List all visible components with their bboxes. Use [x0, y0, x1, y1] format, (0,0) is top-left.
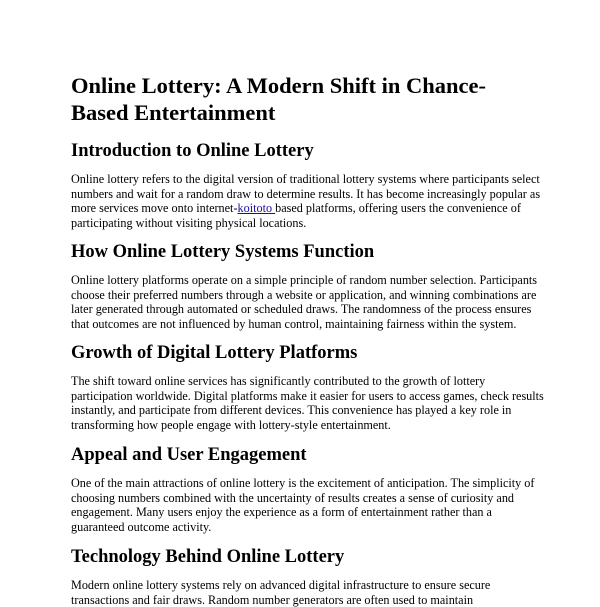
paragraph-line: One of the main attractions of online lottery is the excitement of anticipation. The simplicity of: [71, 476, 535, 490]
paragraph-line: Modern online lottery systems rely on advanced digital infrastructure to ensure secure: [71, 578, 491, 592]
paragraph-line: guaranteed outcome activity.: [71, 519, 212, 534]
paragraph-line: Online lottery platforms operate on a simple principle of random number selection. Participants: [71, 273, 538, 287]
paragraph-line: The shift toward online services has significantly contributed to the growth of lottery: [71, 374, 486, 388]
paragraph-text: more services move onto internet-: [71, 201, 238, 216]
paragraph-line: participating without visiting physical locations.: [71, 215, 307, 230]
section-heading-appeal: Appeal and User Engagement: [71, 445, 307, 465]
title-line-2: Based Entertainment: [71, 100, 276, 125]
paragraph-text: based platforms, offering users the convenience of: [275, 201, 521, 216]
paragraph-line: choose their preferred numbers through a website or application, and winning combinations are: [71, 287, 537, 302]
section-heading-how-it-works: How Online Lottery Systems Function: [71, 242, 375, 262]
paragraph-line: choosing numbers combined with the uncertainty of results creates a sense of curiosity and: [71, 490, 515, 505]
paragraph-line: transforming how people engage with lottery-style entertainment.: [71, 417, 391, 432]
koitoto-link[interactable]: koitoto: [237, 201, 276, 216]
section-paragraph-appeal: [71, 476, 541, 534]
paragraph-line: engagement. Many users enjoy the experience as a form of entertainment rather than a: [71, 505, 492, 520]
section-heading-technology: Technology Behind Online Lottery: [71, 547, 345, 567]
paragraph-line: that outcomes are not influenced by human control, maintaining fairness within the system.: [71, 316, 517, 331]
title-line-1: Online Lottery: A Modern Shift in Chance-: [71, 73, 486, 98]
page-title: [71, 72, 536, 126]
section-paragraph-growth: [71, 374, 544, 432]
paragraph-line: participation worldwide. Digital platforms make it easier for users to access games, check results: [71, 388, 544, 403]
section-heading-growth: Growth of Digital Lottery Platforms: [71, 343, 358, 363]
paragraph-line-with-link: [71, 201, 541, 216]
paragraph-line: transactions and fair draws. Random number generators are often used to maintain: [71, 592, 474, 607]
section-paragraph-technology: [71, 578, 541, 607]
section-heading-introduction: Introduction to Online Lottery: [71, 141, 314, 161]
section-paragraph-introduction: [71, 172, 541, 230]
paragraph-line: numbers and wait for a random draw to determine results. It has become increasingly popular as: [71, 186, 541, 201]
paragraph-line: instantly, and participate from different devices. This convenience has played a key role in: [71, 403, 512, 418]
section-paragraph-how-it-works: [71, 273, 541, 331]
paragraph-line: later generated through automated or scheduled draws. The randomness of the process ensures: [71, 302, 532, 317]
paragraph-line: Online lottery refers to the digital version of traditional lottery systems where participants select: [71, 172, 540, 186]
